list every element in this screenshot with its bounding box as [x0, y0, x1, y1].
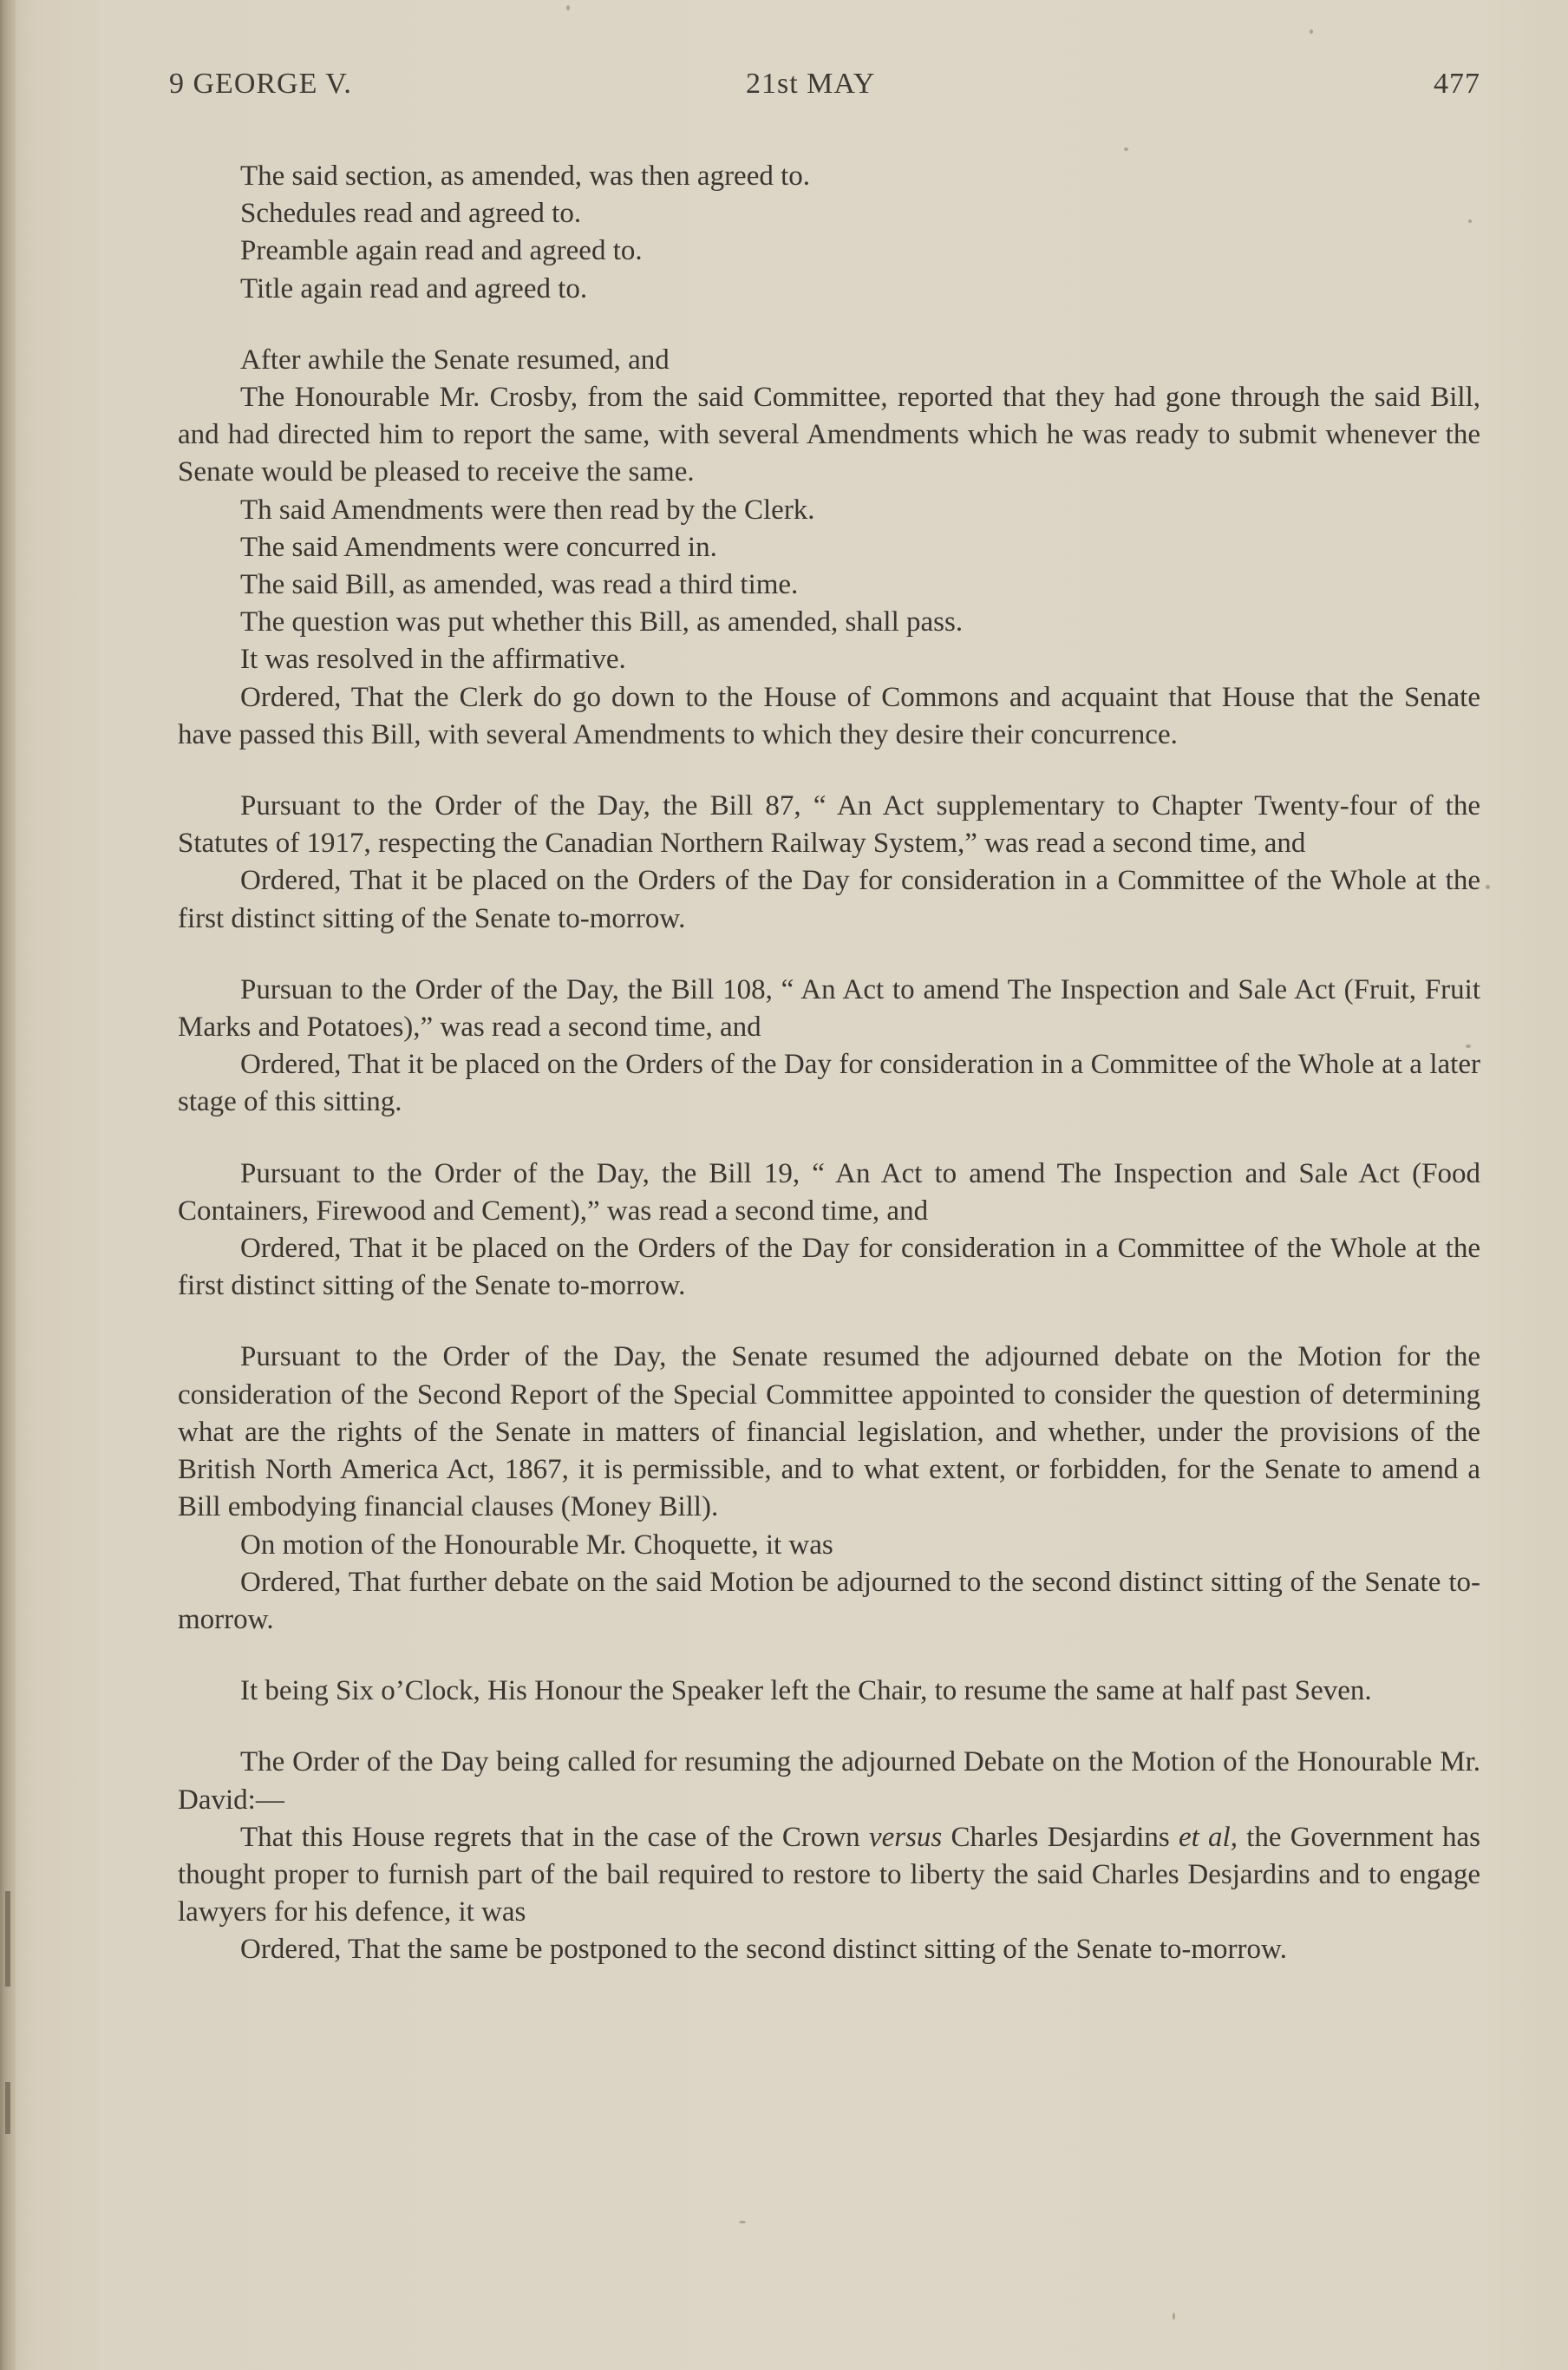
- paragraph-motion: [178, 1819, 1480, 1932]
- paragraph: Ordered, That it be placed on the Orders of the Day for consideration in a Committee of the Whole at a later stage of this sitting.: [178, 1049, 1480, 1118]
- binding-gutter: [0, 0, 16, 2370]
- paragraph: Preamble again read and agreed to.: [240, 235, 643, 267]
- paragraph: Ordered, That it be placed on the Orders of the Day for consideration in a Committee of the Whole at the first distinct sitting of the Senate to-morrow.: [178, 1233, 1480, 1302]
- paragraph: Title again read and agreed to.: [240, 272, 588, 304]
- paragraph: Pursuant to the Order of the Day, the Bill 19, “ An Act to amend The Inspection and Sale Act (Food Containers, Firewood and Cement),” was read a second time, and: [178, 1157, 1480, 1227]
- paper-speck: [1310, 29, 1313, 34]
- paragraph: It was resolved in the affirmative.: [240, 644, 626, 676]
- paragraph: After awhile the Senate resumed, and: [240, 344, 670, 376]
- paper-speck: [1468, 219, 1472, 223]
- paragraph: The Honourable Mr. Crosby, from the said Committee, reported that they had gone through the said Bill, and had directed him to report the same, with several Amendments which he was ready to submit whenever the Senate would be pleased to receive the same.: [178, 382, 1480, 488]
- paragraph: The said Amendments were concurred in.: [240, 531, 717, 563]
- italic-et-al: et al,: [1178, 1821, 1238, 1853]
- paragraph: On motion of the Honourable Mr. Choquette, it was: [240, 1529, 833, 1561]
- paragraph: Ordered, That the Clerk do go down to the House of Commons and acquaint that House that the Senate have passed this Bill, with several Amendments to which they desire their concurrence.: [178, 681, 1480, 750]
- paper-speck: [566, 5, 570, 10]
- paragraph: The said section, as amended, was then agreed to.: [240, 160, 811, 192]
- running-header: [169, 68, 1480, 102]
- motion-text-start: That this House regrets that in the case of the Crown: [240, 1821, 869, 1853]
- paragraph: Pursuan to the Order of the Day, the Bill 108, “ An Act to amend The Inspection and Sale Act (Fruit, Fruit Marks and Potatoes),” was read a second time, and: [178, 973, 1480, 1044]
- paragraph: Pursuant to the Order of the Day, the Bill 87, “ An Act supplementary to Chapter Twenty-four of the Statutes of 1917, respecting the Canadian Northern Railway System,” was read a second time, and: [178, 790, 1480, 860]
- paragraph: Ordered, That the same be postponed to the second distinct sitting of the Senate to-morrow.: [240, 1934, 1287, 1966]
- paragraph: Schedules read and agreed to.: [240, 198, 582, 230]
- paragraph: Pursuant to the Order of the Day, the Senate resumed the adjourned debate on the Motion for the consideration of the Second Report of the Special Committee appointed to consider the question of determining what are the rights of the Senate in matters of financial legislation, and whether, under the provisions of the British North America Act, 1867, it is permissible, and to what extent, or forbidden, for the Senate to amend a Bill embodying financial clauses (Money Bill).: [178, 1341, 1480, 1523]
- paragraph: Th said Amendments were then read by the Clerk.: [240, 494, 815, 526]
- journal-body: [178, 158, 1480, 1969]
- paper-speck: [1124, 147, 1128, 151]
- motion-text-mid: Charles Desjardins: [942, 1821, 1179, 1853]
- paper-speck: [1466, 1044, 1471, 1048]
- paper-speck: [1486, 885, 1490, 889]
- header-date: 21st MAY: [746, 68, 876, 100]
- paragraph: The Order of the Day being called for resuming the adjourned Debate on the Motion of the Honourable Mr. David:—: [178, 1746, 1480, 1816]
- paper-speck: [739, 2221, 746, 2223]
- paper-speck: [1173, 2313, 1175, 2320]
- header-regnal-year: 9 GEORGE V.: [169, 68, 352, 100]
- motion-text-end: the Government has thought proper to furnish part of the bail required to restore to liberty the said Charles Desjardins and to engage lawyers for his defence, it was: [178, 1821, 1480, 1928]
- binding-mark: [5, 1891, 10, 1987]
- paragraph: The question was put whether this Bill, as amended, shall pass.: [240, 606, 964, 638]
- paragraph: Ordered, That it be placed on the Orders of the Day for consideration in a Committee of the Whole at the first distinct sitting of the Senate to-morrow.: [178, 865, 1480, 934]
- paragraph: Ordered, That further debate on the said Motion be adjourned to the second distinct sitting of the Senate to-morrow.: [178, 1566, 1480, 1635]
- paragraph: The said Bill, as amended, was read a third time.: [240, 569, 799, 601]
- italic-versus: versus: [868, 1821, 943, 1853]
- paragraph: It being Six o’Clock, His Honour the Speaker left the Chair, to resume the same at half past Seven.: [240, 1675, 1372, 1707]
- binding-mark: [5, 2082, 10, 2134]
- page-number: 477: [1434, 68, 1480, 100]
